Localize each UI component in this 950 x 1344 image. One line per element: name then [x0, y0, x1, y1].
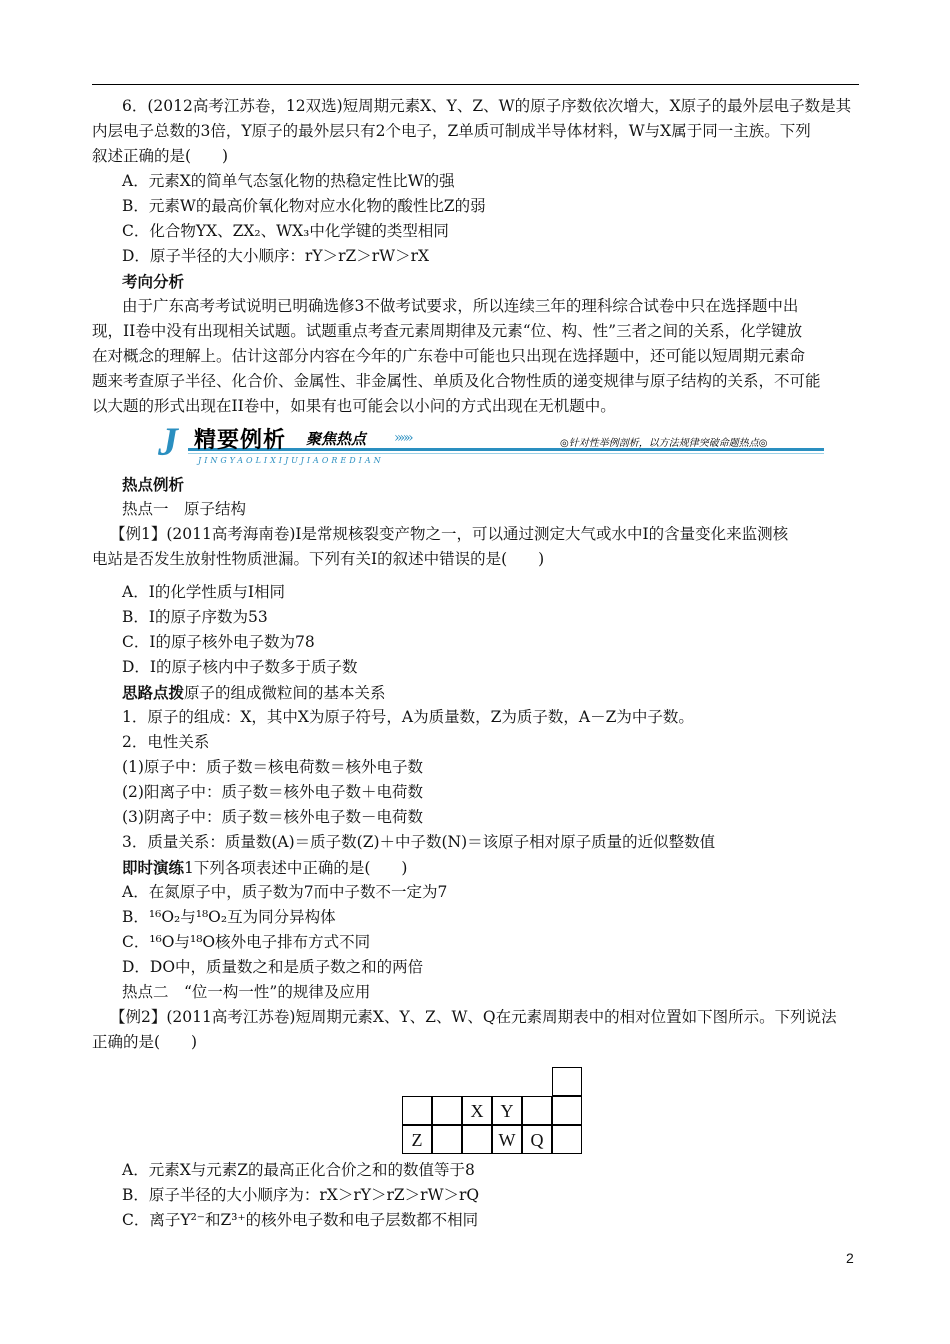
hot-point-2: 热点二 “位一构一性”的规律及应用	[122, 983, 371, 1001]
q6-line3: 叙述正确的是( )	[92, 147, 229, 165]
q6-option-a: A．元素X的简单气态氢化物的热稳定性比W的强	[122, 172, 455, 190]
drill-option-d: D．DO中，质量数之和是质子数之和的两倍	[122, 958, 424, 976]
analysis-line: 现，II卷中没有出现相关试题。试题重点考查元素周期律及元素“位、构、性”三者之间的关系，化学键放	[92, 322, 803, 340]
tip-heading: 思路点拨	[122, 683, 185, 702]
analysis-line: 题来考查原子半径、化合价、金属性、非金属性、单质及化合物性质的递变规律与原子结构的关系，不可能	[92, 372, 821, 390]
q6-line2: 内层电子总数的3倍，Y原子的最外层只有2个电子，Z单质可制成半导体材料，W与X属于同一主族。下列	[92, 122, 811, 140]
tip-line: 3．质量关系：质量数(A)＝质子数(Z)＋中子数(N)＝该原子相对原子质量的近似整数值	[122, 833, 716, 851]
table-cell-y: Y	[492, 1096, 522, 1125]
q6-option-b: B．元素W的最高价氧化物对应水化物的酸性比Z的弱	[122, 197, 486, 215]
tip-text: 原子的组成微粒间的基本关系	[184, 684, 386, 702]
tip-row	[122, 680, 892, 706]
tip-line: 2．电性关系	[122, 733, 210, 751]
banner-pinyin: JINGYAOLIXIJUJIAOREDIAN	[198, 456, 384, 465]
page-number: 2	[846, 1250, 854, 1266]
table-cell	[552, 1125, 582, 1154]
example1-option-c: C．I的原子核外电子数为78	[122, 633, 315, 651]
banner-subtitle: 聚焦热点	[306, 430, 367, 448]
table-cell	[462, 1125, 492, 1154]
table-cell	[552, 1096, 582, 1125]
tip-line: (3)阴离子中：质子数＝核外电子数－电荷数	[122, 808, 423, 826]
table-cell-w: W	[492, 1125, 522, 1154]
example1-option-d: D．I的原子核内中子数多于质子数	[122, 658, 358, 676]
drill-option-a: A．在氮原子中，质子数为7而中子数不一定为7	[122, 883, 448, 901]
analysis-heading: 考向分析	[122, 272, 185, 291]
table-cell-q: Q	[522, 1125, 552, 1154]
example2-option-c: C．离子Y²⁻和Z³⁺的核外电子数和电子层数都不相同	[122, 1211, 479, 1229]
table-cell	[432, 1096, 462, 1125]
example1-option-b: B．I的原子序数为53	[122, 608, 268, 626]
tip-line: (2)阳离子中：质子数＝核外电子数＋电荷数	[122, 783, 423, 801]
header-rule	[92, 84, 859, 85]
banner-tagline: ◎针对性举例剖析，以方法规律突破命题热点◎	[560, 438, 768, 449]
example2-option-a: A．元素X与元素Z的最高正化合价之和的数值等于8	[122, 1161, 475, 1179]
analysis-line: 由于广东高考考试说明已明确选修3不做考试要求，所以连续三年的理科综合试卷中只在选择题中出	[122, 297, 799, 315]
q6-option-c: C．化合物YX、ZX₂、WX₃中化学键的类型相同	[122, 222, 449, 240]
drill-option-b: B．¹⁶O₂与¹⁸O₂互为同分异构体	[122, 908, 336, 926]
table-cell	[402, 1096, 432, 1125]
table-cell	[522, 1096, 552, 1125]
analysis-line: 在对概念的理解上。估计这部分内容在今年的广东卷中可能也只出现在选择题中，还可能以短周期元素命	[92, 347, 806, 365]
drill-option-c: C．¹⁶O与¹⁸O核外电子排布方式不同	[122, 933, 371, 951]
example1-line2: 电站是否发生放射性物质泄漏。下列有关I的叙述中错误的是( )	[92, 550, 545, 568]
analysis-line: 以大题的形式出现在II卷中，如果有也可能会以小问的方式出现在无机题中。	[92, 397, 616, 415]
example1-option-a: A．I的化学性质与I相同	[122, 583, 285, 601]
drill-row	[122, 855, 892, 881]
example2-line2: 正确的是( )	[92, 1033, 198, 1051]
tip-line: 1．原子的组成：X，其中X为原子符号，A为质量数，Z为质子数，A－Z为中子数。	[122, 708, 694, 726]
periodic-table-fragment	[402, 1096, 582, 1154]
table-cell-z: Z	[402, 1125, 432, 1154]
tip-line: (1)原子中：质子数＝核电荷数＝核外电子数	[122, 758, 423, 776]
hot-heading: 热点例析	[122, 475, 185, 494]
drill-text: 1下列各项表述中正确的是( )	[184, 859, 408, 877]
banner-title: 精要例析	[194, 427, 287, 453]
table-cell	[552, 1067, 582, 1096]
example1-line1: 【例1】(2011高考海南卷)I是常规核裂变产物之一，可以通过测定大气或水中I的含量变化来监测核	[110, 525, 789, 543]
q6-option-d: D．原子半径的大小顺序：rY＞rZ＞rW＞rX	[122, 247, 430, 265]
example2-option-b: B．原子半径的大小顺序为：rX＞rY＞rZ＞rW＞rQ	[122, 1186, 480, 1204]
hot-point-1: 热点一 原子结构	[122, 500, 247, 518]
table-cell-x: X	[462, 1096, 492, 1125]
example2-line1: 【例2】(2011高考江苏卷)短周期元素X、Y、Z、W、Q在元素周期表中的相对位置如下图所示。下列说法	[110, 1008, 837, 1026]
arrow-icon: »»»	[394, 430, 411, 446]
q6-line1: 6．(2012高考江苏卷，12双选)短周期元素X、Y、Z、W的原子序数依次增大，X原子的最外层电子数是其	[122, 97, 852, 115]
table-cell	[432, 1125, 462, 1154]
section-banner	[158, 420, 824, 470]
drill-heading: 即时演练	[122, 858, 185, 877]
banner-logo: J	[158, 419, 178, 464]
